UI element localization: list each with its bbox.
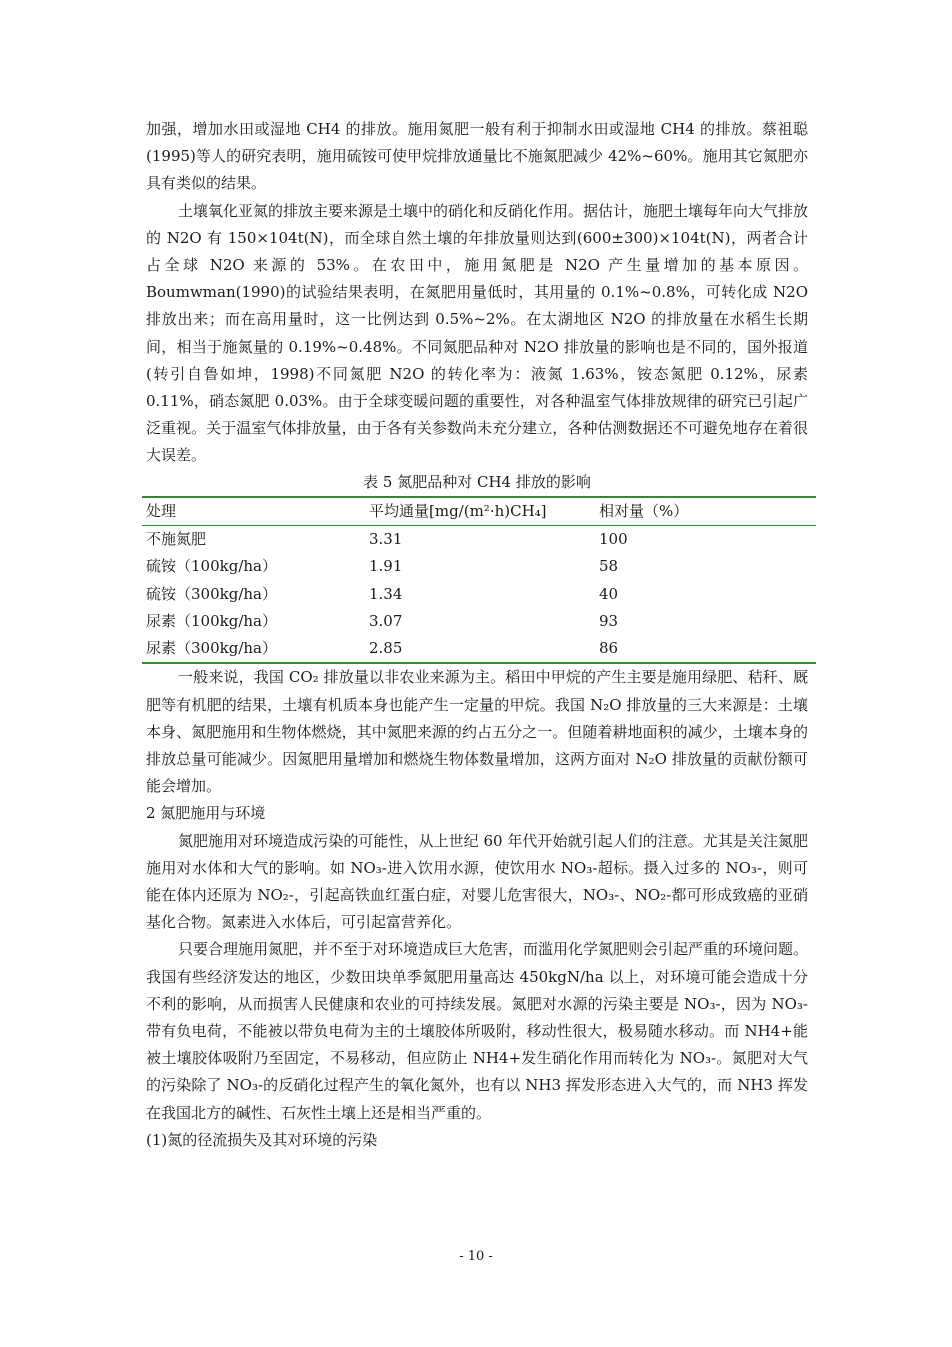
table-cell: 不施氮肥	[146, 529, 207, 548]
table-row	[142, 581, 816, 608]
table-cell: 1.34	[369, 584, 403, 603]
ch4-emission-table	[142, 496, 816, 665]
table-row	[142, 635, 816, 663]
table-cell: 尿素（100kg/ha）	[146, 611, 277, 630]
column-header-relative-amount: 相对量（%）	[599, 501, 689, 520]
table-cell: 40	[599, 584, 619, 603]
table-cell: 3.07	[369, 611, 403, 630]
table-cell: 86	[599, 639, 619, 658]
table-cell: 1.91	[369, 557, 403, 576]
paragraph-5: 只要合理施用氮肥，并不至于对环境造成巨大危害，而滥用化学氮肥则会引起严重的环境问题。我国有些经济发达的地区，少数田块单季氮肥用量高达 450kgN/ha 以上，对环境可能会造成十分不利的影响，从而损害人民健康和农业的可持续发展。氮肥对水源的污染主要是 NO₃-，因为 NO₃-带有负电荷，不能被以带负电荷为主的土壤胶体所吸附，移动性很大，极易随水移动。而 NH4+能被土壤胶体吸附乃至固定，不易移动，但应防止 NH4+发生硝化作用而转化为 NO₃-。氮肥对大气的污染除了 NO₃-的反硝化过程产生的氧化氮外，也有以 NH3 挥发形态进入大气的，而 NH3 挥发在我国北方的碱性、石灰性土壤上还是相当严重的。	[146, 940, 809, 1122]
section-heading: 2 氮肥施用与环境	[146, 804, 266, 823]
table-header-row	[142, 497, 816, 526]
table-cell: 硫铵（300kg/ha）	[146, 584, 277, 603]
column-header-treatment: 处理	[146, 501, 177, 520]
table-cell: 93	[599, 611, 619, 630]
paragraph-2: 土壤氧化亚氮的排放主要来源是土壤中的硝化和反硝化作用。据估计，施肥土壤每年向大气排放的 N2O 有 150×104t(N)，而全球自然土壤的年排放量则达到(600±300)×104t(N)，两者合计占全球 N2O 来源的 53%。在农田中，施用氮肥是 N2O 产生量增加的基本原因。Boumwman(1990)的试验结果表明，在氮肥用量低时，其用量的 0.1%~0.8%，可转化成 N2O 排放出来；而在高用量时，这一比例达到 0.5%~2%。在太湖地区 N2O 的排放量在水稻生长期间，相当于施氮量的 0.19%~0.48%。不同氮肥品种对 N2O 排放量的影响也是不同的，国外报道(转引自鲁如坤，1998)不同氮肥 N2O 的转化率为：液氮 1.63%，铵态氮肥 0.12%，尿素 0.11%，硝态氮肥 0.03%。由于全球变暖问题的重要性，对各种温室气体排放规律的研究已引起广泛重视。关于温室气体排放量，由于各有关参数尚未充分建立，各种估测数据还不可避免地存在着很大误差。	[146, 201, 809, 465]
table-cell: 尿素（300kg/ha）	[146, 639, 277, 658]
paragraph-1: 加强，增加水田或湿地 CH4 的排放。施用氮肥一般有利于抑制水田或湿地 CH4 的排放。蔡祖聪(1995)等人的研究表明，施用硫铵可使甲烷排放通量比不施氮肥减少 42%~60%。施用其它氮肥亦具有类似的结果。	[146, 120, 808, 193]
table-cell: 硫铵（100kg/ha）	[146, 557, 277, 576]
table-cell: 3.31	[369, 529, 403, 548]
subsection-heading: (1)氮的径流损失及其对环境的污染	[146, 1130, 378, 1149]
paragraph-4: 氮肥施用对环境造成污染的可能性，从上世纪 60 年代开始就引起人们的注意。尤其是关注氮肥施用对水体和大气的影响。如 NO₃-进入饮用水源，使饮用水 NO₃-超标。摄入过多的 NO₃-，则可能在体内还原为 NO₂-，引起高铁血红蛋白症，对婴儿危害很大，NO₃-、NO₂-都可形成致癌的亚硝基化合物。氮素进入水体后，可引起富营养化。	[146, 831, 808, 932]
document-page	[146, 116, 808, 1154]
table-cell: 2.85	[369, 639, 403, 658]
table-cell: 100	[599, 529, 628, 548]
table-cell: 58	[599, 557, 619, 576]
page-number: - 10 -	[459, 1249, 493, 1264]
table-row	[142, 525, 816, 553]
table-caption: 表 5 氮肥品种对 CH4 排放的影响	[363, 472, 591, 491]
table-row	[142, 608, 816, 635]
table-row	[142, 553, 816, 580]
column-header-average-flux: 平均通量[mg/(m²·h)CH₄]	[369, 501, 547, 520]
paragraph-3: 一般来说，我国 CO₂ 排放量以非农业来源为主。稻田中甲烷的产生主要是施用绿肥、秸秆、厩肥等有机肥的结果，土壤有机质本身也能产生一定量的甲烷。我国 N₂O 排放量的三大来源是：土壤本身、氮肥施用和生物体燃烧，其中氮肥来源的约占五分之一。但随着耕地面积的减少，土壤本身的排放总量可能减少。因氮肥用量增加和燃烧生物体数量增加，这两方面对 N₂O 排放量的贡献份额可能会增加。	[146, 668, 808, 796]
